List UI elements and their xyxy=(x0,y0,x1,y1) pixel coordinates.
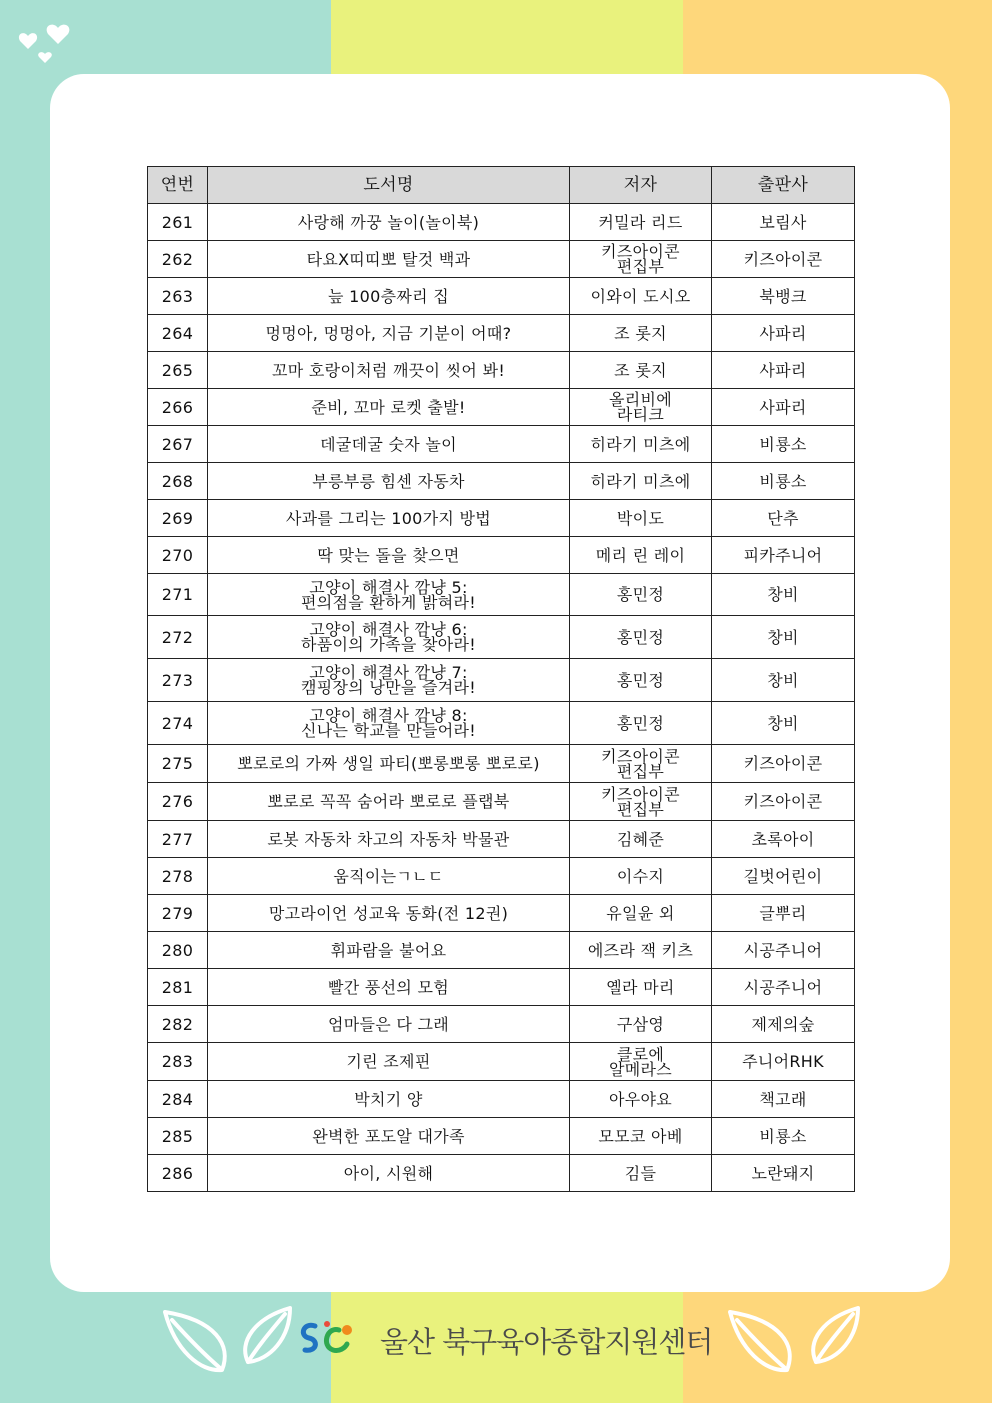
book-publisher: 창비 xyxy=(712,702,855,745)
row-number: 261 xyxy=(148,204,208,241)
book-author: 구삼영 xyxy=(570,1006,712,1043)
book-title: 고양이 해결사 깜냥 6: 하품이의 가족을 찾아라! xyxy=(208,616,570,659)
table-row xyxy=(148,1081,855,1118)
row-number: 284 xyxy=(148,1081,208,1118)
table-row xyxy=(148,821,855,858)
row-number: 280 xyxy=(148,932,208,969)
book-author: 올리비에 라티크 xyxy=(570,389,712,426)
table-row xyxy=(148,858,855,895)
book-publisher: 시공주니어 xyxy=(712,969,855,1006)
book-author: 히라기 미츠에 xyxy=(570,463,712,500)
row-number: 279 xyxy=(148,895,208,932)
book-author: 커밀라 리드 xyxy=(570,204,712,241)
row-number: 271 xyxy=(148,574,208,616)
book-title: 로봇 자동차 차고의 자동차 박물관 xyxy=(208,821,570,858)
book-publisher: 주니어RHK xyxy=(712,1043,855,1081)
book-author: 클로에 알메라스 xyxy=(570,1043,712,1081)
book-title: 망고라이언 성교육 동화(전 12권) xyxy=(208,895,570,932)
table-row xyxy=(148,745,855,783)
book-publisher: 비룡소 xyxy=(712,1118,855,1155)
center-logo-icon xyxy=(297,1316,357,1360)
book-author: 아우야요 xyxy=(570,1081,712,1118)
book-publisher: 사파리 xyxy=(712,389,855,426)
row-number: 282 xyxy=(148,1006,208,1043)
book-title: 빨간 풍선의 모험 xyxy=(208,969,570,1006)
row-number: 275 xyxy=(148,745,208,783)
table-row xyxy=(148,895,855,932)
leaf-icon xyxy=(813,1308,858,1362)
book-publisher: 단추 xyxy=(712,500,855,537)
book-title: 뽀로로의 가짜 생일 파티(뽀롱뽀롱 뽀로로) xyxy=(208,745,570,783)
book-publisher: 사파리 xyxy=(712,315,855,352)
book-author: 키즈아이콘 편집부 xyxy=(570,783,712,821)
table-row xyxy=(148,241,855,278)
table-row xyxy=(148,352,855,389)
book-title: 아이, 시원해 xyxy=(208,1155,570,1192)
book-author: 홍민정 xyxy=(570,702,712,745)
header-publisher: 출판사 xyxy=(712,167,855,204)
book-title: 딱 맞는 돌을 찾으면 xyxy=(208,537,570,574)
book-title: 사과를 그리는 100가지 방법 xyxy=(208,500,570,537)
row-number: 267 xyxy=(148,426,208,463)
book-title: 고양이 해결사 깜냥 5: 편의점을 환하게 밝혀라! xyxy=(208,574,570,616)
book-author: 옐라 마리 xyxy=(570,969,712,1006)
book-author: 이수지 xyxy=(570,858,712,895)
table-row xyxy=(148,315,855,352)
row-number: 285 xyxy=(148,1118,208,1155)
book-title: 고양이 해결사 깜냥 7: 캠핑장의 낭만을 즐겨라! xyxy=(208,659,570,702)
table-row xyxy=(148,702,855,745)
header-author: 저자 xyxy=(570,167,712,204)
table-row xyxy=(148,537,855,574)
center-name: 울산 북구육아종합지원센터 xyxy=(380,1325,713,1359)
book-author: 키즈아이콘 편집부 xyxy=(570,745,712,783)
book-author: 조 롯지 xyxy=(570,352,712,389)
book-title: 멍멍아, 멍멍아, 지금 기분이 어때? xyxy=(208,315,570,352)
book-title: 완벽한 포도알 대가족 xyxy=(208,1118,570,1155)
row-number: 264 xyxy=(148,315,208,352)
row-number: 263 xyxy=(148,278,208,315)
book-title: 엄마들은 다 그래 xyxy=(208,1006,570,1043)
book-author: 모모코 아베 xyxy=(570,1118,712,1155)
book-publisher: 창비 xyxy=(712,574,855,616)
book-title: 기린 조제핀 xyxy=(208,1043,570,1081)
table-row xyxy=(148,278,855,315)
header-number: 연번 xyxy=(148,167,208,204)
book-author: 홍민정 xyxy=(570,574,712,616)
table-row xyxy=(148,932,855,969)
book-author: 메리 린 레이 xyxy=(570,537,712,574)
book-title: 타요X띠띠뽀 탈것 백과 xyxy=(208,241,570,278)
leaf-icon xyxy=(730,1312,790,1370)
row-number: 286 xyxy=(148,1155,208,1192)
book-publisher: 피카주니어 xyxy=(712,537,855,574)
row-number: 270 xyxy=(148,537,208,574)
book-publisher: 사파리 xyxy=(712,352,855,389)
book-publisher: 길벗어린이 xyxy=(712,858,855,895)
book-publisher: 글뿌리 xyxy=(712,895,855,932)
hearts-decoration-icon xyxy=(18,22,88,72)
table-row xyxy=(148,574,855,616)
book-author: 키즈아이콘 편집부 xyxy=(570,241,712,278)
book-title: 준비, 꼬마 로켓 출발! xyxy=(208,389,570,426)
book-author: 홍민정 xyxy=(570,659,712,702)
book-publisher: 키즈아이콘 xyxy=(712,745,855,783)
book-publisher: 노란돼지 xyxy=(712,1155,855,1192)
book-publisher: 키즈아이콘 xyxy=(712,241,855,278)
table-row xyxy=(148,1155,855,1192)
table-row xyxy=(148,659,855,702)
row-number: 262 xyxy=(148,241,208,278)
book-author: 김들 xyxy=(570,1155,712,1192)
book-title: 움직이는ㄱㄴㄷ xyxy=(208,858,570,895)
book-author: 박이도 xyxy=(570,500,712,537)
row-number: 277 xyxy=(148,821,208,858)
book-title: 늪 100층짜리 집 xyxy=(208,278,570,315)
book-title: 부릉부릉 힘센 자동차 xyxy=(208,463,570,500)
book-title: 휘파람을 불어요 xyxy=(208,932,570,969)
table-row xyxy=(148,783,855,821)
table-header-row xyxy=(148,167,855,204)
book-publisher: 초록아이 xyxy=(712,821,855,858)
book-publisher: 시공주니어 xyxy=(712,932,855,969)
leaf-icon xyxy=(165,1312,225,1370)
book-author: 홍민정 xyxy=(570,616,712,659)
header-title: 도서명 xyxy=(208,167,570,204)
row-number: 272 xyxy=(148,616,208,659)
book-publisher: 보림사 xyxy=(712,204,855,241)
book-publisher: 비룡소 xyxy=(712,463,855,500)
table-row xyxy=(148,426,855,463)
book-publisher: 창비 xyxy=(712,616,855,659)
book-author: 이와이 도시오 xyxy=(570,278,712,315)
book-title: 데굴데굴 숫자 놀이 xyxy=(208,426,570,463)
table-row xyxy=(148,463,855,500)
book-title: 사랑해 까꿍 놀이(놀이북) xyxy=(208,204,570,241)
book-author: 조 롯지 xyxy=(570,315,712,352)
row-number: 281 xyxy=(148,969,208,1006)
table-row xyxy=(148,1118,855,1155)
table-row xyxy=(148,389,855,426)
row-number: 273 xyxy=(148,659,208,702)
row-number: 276 xyxy=(148,783,208,821)
book-author: 히라기 미츠에 xyxy=(570,426,712,463)
table-body xyxy=(148,204,855,1192)
table-row xyxy=(148,1043,855,1081)
row-number: 265 xyxy=(148,352,208,389)
row-number: 266 xyxy=(148,389,208,426)
book-author: 김혜준 xyxy=(570,821,712,858)
book-publisher: 창비 xyxy=(712,659,855,702)
leaf-icon xyxy=(245,1308,290,1362)
row-number: 283 xyxy=(148,1043,208,1081)
table-row xyxy=(148,616,855,659)
table-row xyxy=(148,1006,855,1043)
book-publisher: 북뱅크 xyxy=(712,278,855,315)
row-number: 278 xyxy=(148,858,208,895)
book-title: 박치기 양 xyxy=(208,1081,570,1118)
book-title: 고양이 해결사 깜냥 8: 신나는 학교를 만들어라! xyxy=(208,702,570,745)
row-number: 268 xyxy=(148,463,208,500)
book-author: 에즈라 잭 키츠 xyxy=(570,932,712,969)
book-list-table xyxy=(147,166,855,1192)
table-row xyxy=(148,969,855,1006)
book-publisher: 키즈아이콘 xyxy=(712,783,855,821)
table-row xyxy=(148,500,855,537)
book-title: 꼬마 호랑이처럼 깨끗이 씻어 봐! xyxy=(208,352,570,389)
row-number: 274 xyxy=(148,702,208,745)
book-title: 뽀로로 꼭꼭 숨어라 뽀로로 플랩북 xyxy=(208,783,570,821)
table-row xyxy=(148,204,855,241)
book-publisher: 제제의숲 xyxy=(712,1006,855,1043)
book-publisher: 책고래 xyxy=(712,1081,855,1118)
book-publisher: 비룡소 xyxy=(712,426,855,463)
book-author: 유일윤 외 xyxy=(570,895,712,932)
row-number: 269 xyxy=(148,500,208,537)
